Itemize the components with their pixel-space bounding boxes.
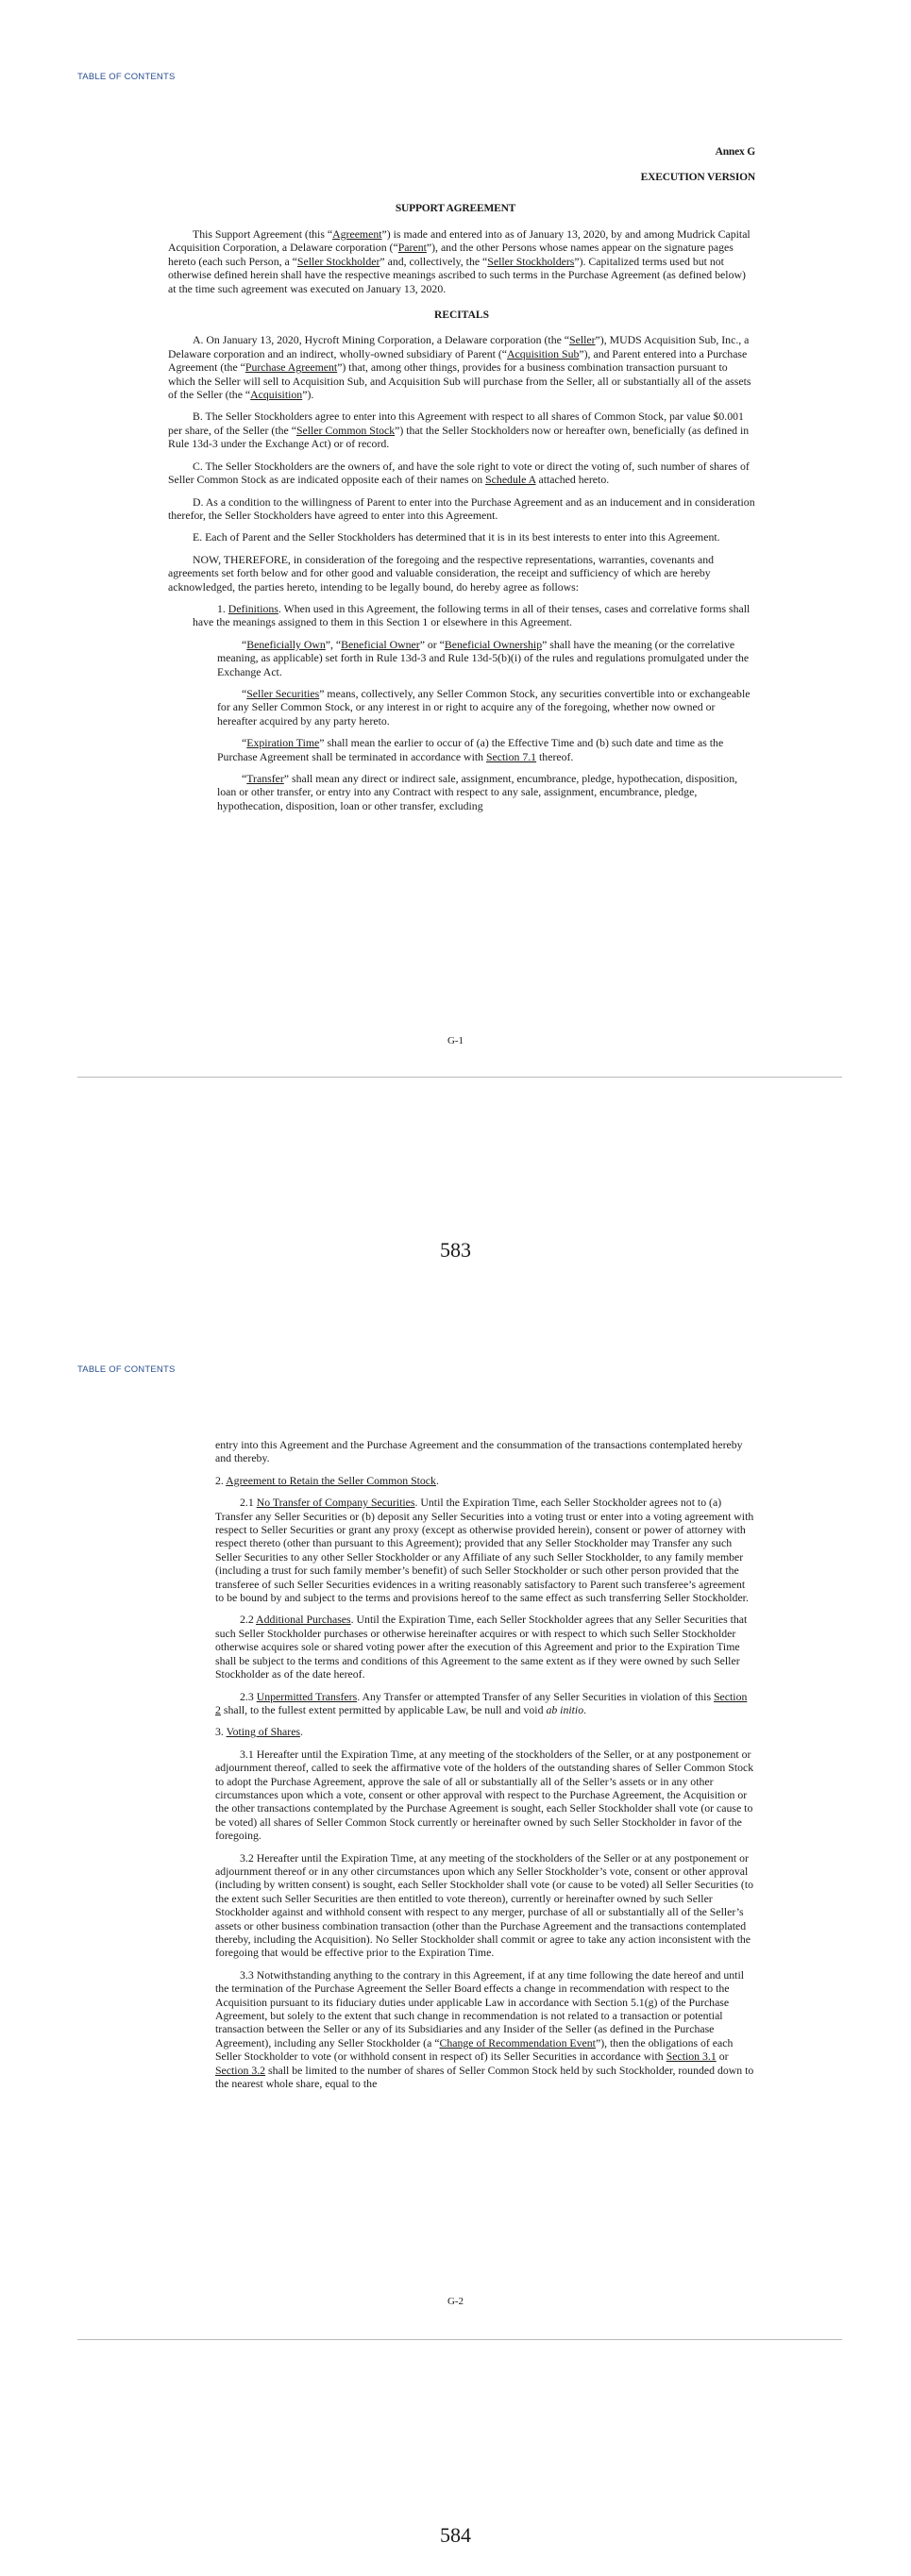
definition-seller-securities: “Seller Securities” means, collectively, any Seller Common Stock, any securities convertible into or exchangeable for any Seller Common Stock, or any interest in or right to acquire any of the foregoing, whether now owned or hereafter acquired by any party hereto. [217,686,751,728]
section-1-definitions: 1. Definitions. When used in this Agreement, the following terms in all of their tenses, cases and correlative forms shall have the meanings assigned to them in this Section 1 or elsewhere in this Agreement. [193,601,751,629]
table-of-contents-link[interactable]: TABLE OF CONTENTS [77,72,176,82]
section-3-2: 3.2 Hereafter until the Expiration Time, at any meeting of the stockholders of the Seller or at any postponement or adjournment thereof or in any other circumstances upon which any Seller Stockholder’s vote, consent or other approval (including by written consent) is sought, each Seller Stockholder shall vote (or cause to be voted) all Seller Securities (to the extent such Seller Securities are then entitled to vote thereon), currently or hereinafter owned by such Seller Stockholder against and withhold consent with respect to any merger, purchase of all or substantially all of the Seller’s assets or other business combination transaction (other than the Purchase Agreement and the transactions contemplated thereby, including the Acquisition). No Seller Stockholder shall commit or agree to take any action inconsistent with the foregoing that would be effective prior to the Expiration Time. [215,1850,754,1960]
document-title: SUPPORT AGREEMENT [395,203,516,214]
section-2-3: 2.3 Unpermitted Transfers. Any Transfer or attempted Transfer of any Seller Securities in violation of this Section 2 shall, to the fullest extent permitted by applicable Law, be null and void ab initio. [215,1689,748,1716]
page-number-584: 584 [440,2523,471,2547]
continuation-paragraph: entry into this Agreement and the Purchase Agreement and the consummation of the transactions contemplated hereby and thereby. [215,1438,743,1465]
definition-expiration-time: “Expiration Time” shall mean the earlier to occur of (a) the Effective Time and (b) such date and time as the Purchase Agreement shall be terminated in accordance with Section 7.1 thereof. [217,736,724,763]
page-1-body [168,227,755,821]
recital-d: D. As a condition to the willingness of Parent to enter into the Purchase Agreement and as an inducement and in consideration therefor, the Seller Stockholders have agreed to enter into this Agreement. [168,494,755,522]
table-of-contents-link[interactable]: TABLE OF CONTENTS [77,1364,176,1375]
intro-paragraph: This Support Agreement (this “Agreement”) is made and entered into as of January 13, 2020, by and among Mudrick Capital Acquisition Corporation, a Delaware corporation (“Parent”), and the other Persons whose names appear on the signature pages hereto (each such Person, a “Seller Stockholder” and, collectively, the “Seller Stockholders”). Capitalized terms used but not otherwise defined herein shall have the respective meanings ascribed to such terms in the Purchase Agreement (as defined below) at the time such agreement was executed on January 13, 2020. [168,227,751,295]
execution-version-label: EXECUTION VERSION [640,172,755,183]
recital-c: C. The Seller Stockholders are the owners of, and have the sole right to vote or direct the voting of, such number of shares of Seller Common Stock as are indicated opposite each of their names on Schedule A attached hereto. [168,459,750,487]
page-footer-g1: G-1 [447,1035,464,1046]
recital-e: E. Each of Parent and the Seller Stockholders has determined that it is in its best interests to enter into this Agreement. [193,530,720,544]
definition-transfer: “Transfer” shall mean any direct or indirect sale, assignment, encumbrance, pledge, hypothecation, disposition, loan or other transfer, or entry into any Contract with respect to any sale, assignment, encumbrance, pledge, hypothecation, disposition, loan or other transfer, excluding [217,772,738,812]
annex-label: Annex G [715,146,755,158]
section-2-2: 2.2 Additional Purchases. Until the Expiration Time, each Seller Stockholder agrees that any Seller Securities that such Seller Stockholder purchases or otherwise hereinafter acquires or with respect to which such Seller Stockholder otherwise acquires sole or shared voting power after the execution of this Agreement and prior to the Expiration Time shall be subject to the terms and conditions of this Agreement to the same extent as if they were owned by such Seller Stockholder as of the date hereof. [215,1613,748,1681]
section-3-3: 3.3 Notwithstanding anything to the contrary in this Agreement, if at any time following the date hereof and until the termination of the Purchase Agreement the Seller Board effects a change in recommendation with respect to the Acquisition pursuant to its fiduciary duties under applicable Law in accordance with Section 5.1(g) of the Purchase Agreement, but solely to the extent that such change in recommendation is not related to a transaction or potential transaction between the Seller or any of its Subsidiaries and any Insider of the Seller (as defined in the Purchase Agreement), including any Seller Stockholder (a “Change of Recommendation Event”), then the obligations of each Seller Stockholder to vote (or withhold consent in respect of) its Seller Securities in accordance with Section 3.1 or Section 3.2 shall be limited to the number of shares of Seller Common Stock held by such Stockholder, rounded down to the nearest whole share, equal to the [215,1967,754,2091]
recital-a: A. On January 13, 2020, Hycroft Mining Corporation, a Delaware corporation (the “Seller”), MUDS Acquisition Sub, Inc., a Delaware corporation and an indirect, wholly-owned subsidiary of Parent (“Acquisition Sub”), and Parent entered into a Purchase Agreement (the “Purchase Agreement”) that, among other things, provides for a business combination transaction pursuant to which the Seller will sell to Acquisition Sub, and Acquisition Sub will purchase from the Seller, all or substantially all of the assets of the Seller (the “Acquisition”). [168,333,751,402]
page-divider [77,2339,842,2340]
page-footer-g2: G-2 [447,2296,464,2307]
recital-b: B. The Seller Stockholders agree to enter into this Agreement with respect to all shares of Common Stock, par value $0.001 per share, of the Seller (the “Seller Common Stock”) that the Seller Stockholders now or hereafter own, beneficially (as defined in Rule 13d-3 under the Exchange Act) or of record. [168,410,750,451]
page-number-583: 583 [440,1238,471,1262]
definition-beneficially-own: “Beneficially Own”, “Beneficial Owner” or “Beneficial Ownership” shall have the meaning (or the correlative meaning, as applicable) set forth in Rule 13d-3 and Rule 13d-5(b)(i) of the rules and regulations promulgated under the Exchange Act. [217,637,750,678]
page-divider [77,1077,842,1078]
section-2-heading: 2. Agreement to Retain the Seller Common Stock. [215,1473,439,1487]
section-3-heading: 3. Voting of Shares. [215,1725,303,1739]
section-2-1: 2.1 No Transfer of Company Securities. Until the Expiration Time, each Seller Stockholder agrees not to (a) Transfer any Seller Securities or (b) deposit any Seller Securities into a voting trust or enter into a voting agreement with respect to Seller Securities or grant any proxy (except as otherwise provided herein), consent or power of attorney with respect thereto (other than pursuant to this Agreement); provided that any Seller Stockholder may Transfer any such Seller Securities to any other Seller Stockholder or any Affiliate of any such Seller Stockholder, to any family member (including a trust for such family member’s benefit) of such Seller Stockholder or such other person provided that the transferee of such Seller Securities evidences in a writing reasonably satisfactory to Parent such transferee’s agreement to be bound by and subject to the terms and provisions hereof to the same effect as such transferring Seller Stockholder. [215,1496,754,1605]
page-2-body [215,1438,755,2099]
recitals-heading: RECITALS [434,309,489,322]
now-therefore-paragraph: NOW, THEREFORE, in consideration of the foregoing and the respective representations, warranties, covenants and agreements set forth below and for other good and valuable consideration, the receipt and sufficiency of which are hereby acknowledged, the parties hereto, intending to be legally bound, do hereby agree as follows: [168,552,715,594]
section-3-1: 3.1 Hereafter until the Expiration Time, at any meeting of the stockholders of the Seller, or at any postponement or adjournment thereof, called to seek the affirmative vote of the holders of the outstanding shares of Seller Common Stock to adopt the Purchase Agreement, approve the sale of all or substantially all of the Seller’s assets or in any other circumstances upon which a vote, consent or other approval with respect to the Purchase Agreement, the Acquisition or the other transactions contemplated by the Purchase Agreement is sought, each Seller Stockholder shall vote (or cause to be voted) all shares of Seller Common Stock currently or hereinafter owned by such Seller Stockholder in favor of the foregoing. [215,1747,754,1843]
